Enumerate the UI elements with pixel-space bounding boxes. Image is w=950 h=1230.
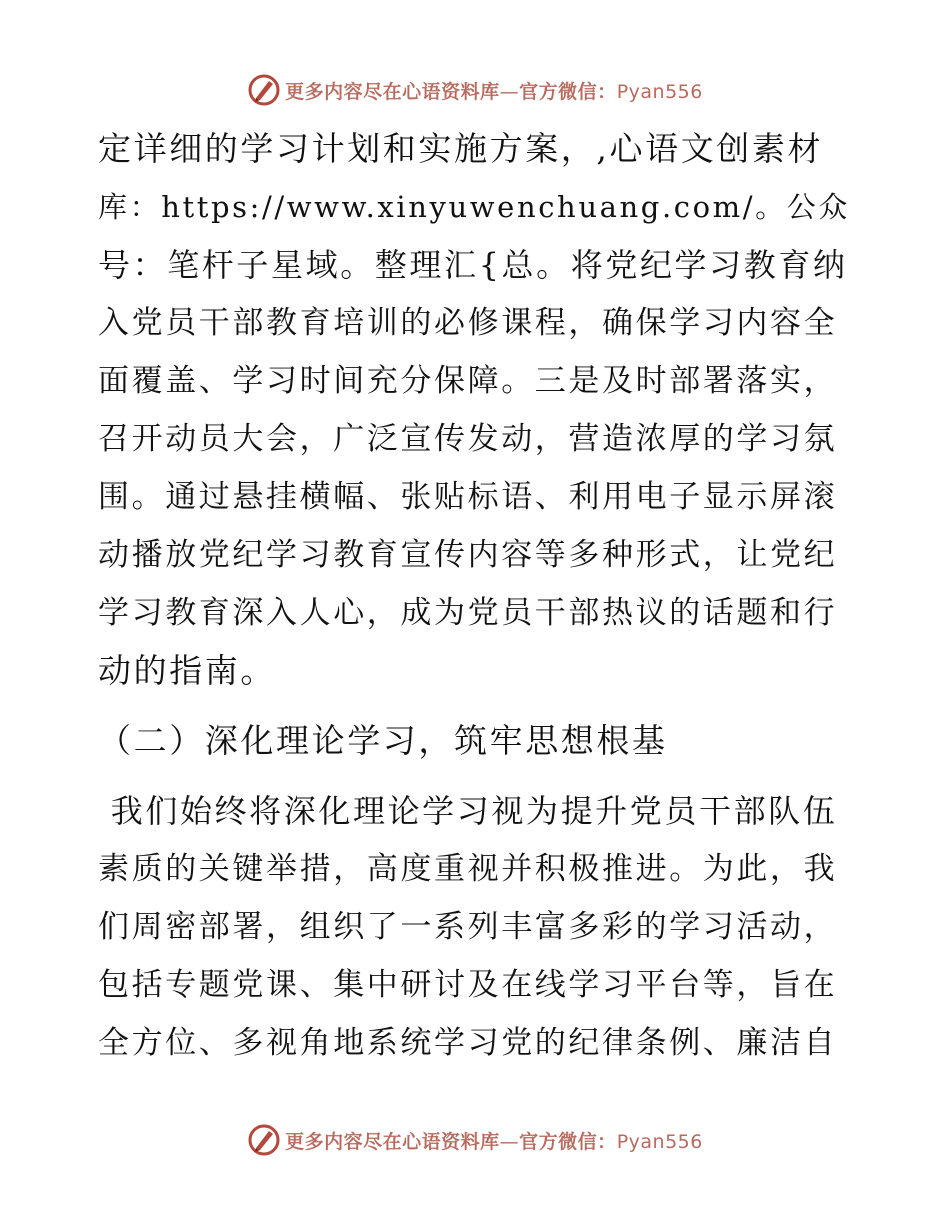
watermark-separator: — <box>499 80 520 103</box>
text-line: 我们始终将深化理论学习视为提升党员干部队伍 <box>98 792 838 830</box>
text-line: 定详细的学习计划和实施方案，,心语文创素材 <box>98 129 824 168</box>
text-line: 入党员干部教育培训的必修课程，确保学习内容全 <box>98 305 838 341</box>
text-line: 召开动员大会，广泛宣传发动，营造浓厚的学习氛 <box>98 421 838 457</box>
document-body <box>98 120 858 1072</box>
footer-watermark <box>0 1120 950 1160</box>
watermark-brand: 更多内容尽在心语资料库 <box>285 80 500 103</box>
text-line: 库：https://www.xinyuwenchuang.com/。公众 <box>98 190 850 224</box>
text-line: 们周密部署，组织了一系列丰富多彩的学习活动， <box>98 909 838 945</box>
text-line: 学习教育深入人心，成为党员干部热议的话题和行 <box>98 595 838 631</box>
paragraph-gap <box>98 770 858 782</box>
text-line: 包括专题党课、集中研讨及在线学习平台等，旨在 <box>98 967 838 1003</box>
text-line: 素质的关键举措，高度重视并积极推进。为此，我 <box>98 851 838 887</box>
text-line: 动的指南。 <box>98 651 276 690</box>
text-line: 面覆盖、学习时间充分保障。三是及时部署落实， <box>98 363 838 399</box>
watermark-contact-label: 官方微信： <box>519 1130 617 1153</box>
text-line: 全方位、多视角地系统学习党的纪律条例、廉洁自 <box>98 1025 838 1061</box>
text-line: 号：笔杆子星域。整理汇{总。将党纪学习教育纳 <box>98 246 848 284</box>
paragraph-2 <box>98 782 858 1072</box>
section-heading: （二）深化理论学习，筑牢思想根基 <box>98 721 668 760</box>
paragraph-1 <box>98 120 858 700</box>
watermark-contact-id: Pyan556 <box>616 1130 703 1153</box>
pen-logo-icon <box>247 73 281 107</box>
watermark-separator: — <box>499 1130 520 1153</box>
text-line: 围。通过悬挂横幅、张贴标语、利用电子显示屏滚 <box>98 479 838 515</box>
watermark-contact-id: Pyan556 <box>616 80 703 103</box>
text-line: 动播放党纪学习教育宣传内容等多种形式，让党纪 <box>98 537 838 573</box>
watermark-contact-label: 官方微信： <box>519 80 617 103</box>
paragraph-gap <box>98 700 858 712</box>
pen-logo-icon <box>247 1123 281 1157</box>
header-watermark <box>0 70 950 110</box>
watermark-brand: 更多内容尽在心语资料库 <box>285 1130 500 1153</box>
